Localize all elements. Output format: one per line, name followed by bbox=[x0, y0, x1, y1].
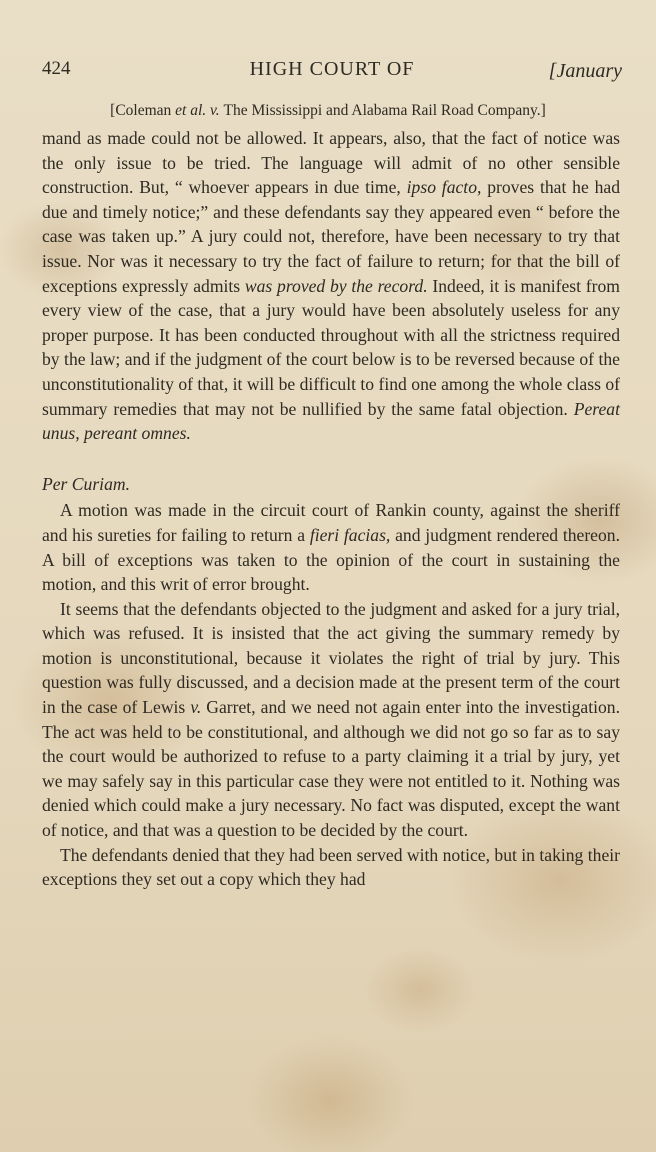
p1-text-b: proves that he had due and timely notice;” and these defendants say they appeared even “ before the case was taken up.” A jury could not, therefore, have been necessary to try that issue. Nor was it necessary to try the fact of failure to return; for that the bill of exceptions expressly admits bbox=[42, 177, 620, 296]
p2-italic-a: fieri facias, bbox=[309, 524, 391, 545]
paragraph-motion bbox=[42, 498, 620, 596]
p3-text-b: Garret, and we need not again enter into the investigation. The act was held to be constitutional, and although we did not go so far as to say the court would be authorized to refuse to a party claiming it a trial by jury, yet we may safely say in this particular case they were not entitled to it. Nothing was denied which could make a jury necessary. No fact was disputed, except the want of notice, and that was a question to be decided by the court. bbox=[42, 697, 620, 841]
p4-text-a: The defendants denied that they had been served with notice, but in taking their exceptions they set out a copy which they had bbox=[42, 844, 620, 890]
p2-text-b: and judgment rendered thereon. A bill of exceptions was taken to the opinion of the court in sustaining the motion, and this writ of error brought. bbox=[42, 524, 620, 595]
page-body bbox=[42, 126, 620, 892]
p1-italic-b: was proved by the record. bbox=[244, 275, 428, 296]
paragraph-argument bbox=[42, 126, 620, 446]
per-curiam-heading: Per Curiam. bbox=[42, 473, 130, 494]
paragraph-notice bbox=[42, 843, 620, 892]
caption-rest: The Mississippi and Alabama Rail Road Company.] bbox=[223, 102, 546, 119]
page-number: 424 bbox=[42, 58, 71, 79]
caption-versus: v. bbox=[206, 102, 224, 119]
p1-italic-a: ipso facto, bbox=[406, 177, 482, 198]
caption-et-al: et al. bbox=[175, 102, 207, 119]
paragraph-opinion bbox=[42, 597, 620, 843]
case-caption bbox=[0, 102, 656, 120]
caption-prefix: [Coleman bbox=[110, 102, 176, 119]
p2-text-a: A motion was made in the circuit court of Rankin county, against the sheriff and his sureties for failing to return a bbox=[42, 500, 620, 545]
p1-italic-c: Pereat unus, pereant omnes. bbox=[42, 398, 620, 444]
p3-italic-a: v. bbox=[190, 697, 202, 718]
p1-text-c: Indeed, it is manifest from every view of the case, that a jury would have been absolutely useless for any proper purpose. It has been conducted throughout with all the strictness required by the law; and if the judgment of the court below is to be reversed because of the unconstitutionality of that, it will be difficult to find one among the whole class of summary remedies that may not be nullified by the same fatal objection. bbox=[42, 275, 620, 419]
running-header bbox=[42, 58, 622, 92]
court-title: HIGH COURT OF bbox=[249, 58, 415, 80]
p3-text-a: It seems that the defendants objected to the judgment and asked for a jury trial, which was refused. It is insisted that the act giving the summary remedy by motion is unconstitutional, because it violates the right of trial by jury. This question was fully discussed, and a decision made at the present term of the court in the case of Lewis bbox=[42, 598, 620, 718]
p1-text-a: mand as made could not be allowed. It appears, also, that the fact of notice was the only issue to be tried. The language will admit of no other sensible construction. But, “ whoever appears in due time, bbox=[42, 128, 620, 198]
running-month: [January bbox=[548, 60, 622, 82]
